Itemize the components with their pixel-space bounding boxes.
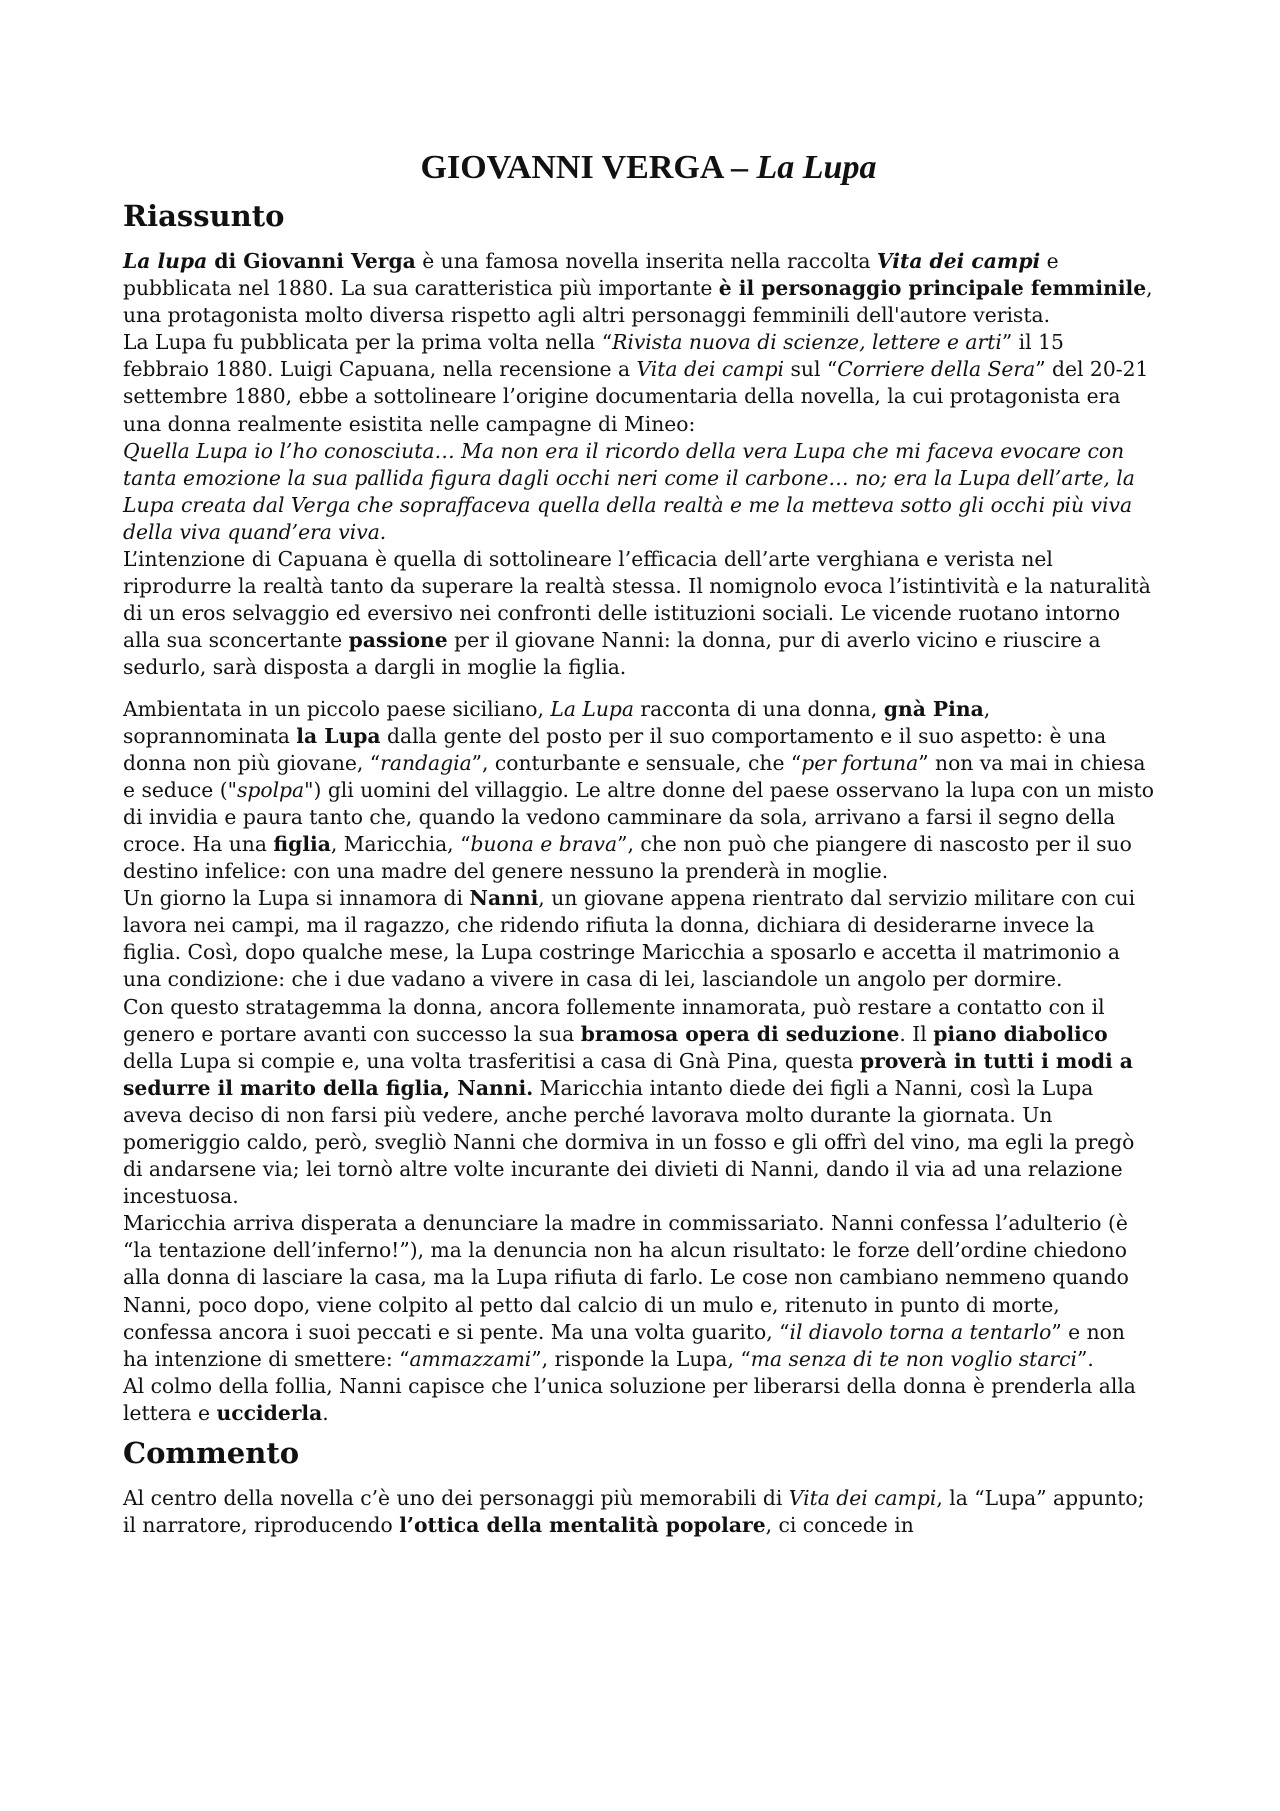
- title-dash: –: [722, 149, 757, 186]
- document-title: [123, 148, 1154, 188]
- section-heading-riassunto: Riassunto: [123, 199, 285, 233]
- paragraph-ending: Al colmo della follia, Nanni capisce che l’unica soluzione per liberarsi della donna è prenderla alla lettera e ucciderla.: [123, 1373, 1136, 1425]
- paragraph-capuana-intent: L’intenzione di Capuana è quella di sottolineare l’efficacia dell’arte verghiana e verista nel riprodurre la realtà tanto da superare la realtà stessa. Il nomignolo evoca l’istintività e la naturalità di un eros selvaggio ed eversivo nei confronti delle istituzioni sociali. Le vicende ruotano intorno alla sua sconcertante passione per il giovane Nanni: la donna, pur di averlo vicino e riuscire a sedurlo, sarà disposta a dargli in moglie la figlia.: [123, 547, 1151, 680]
- title-author: GIOVANNI VERGA: [420, 149, 723, 186]
- paragraph-denunciation: Maricchia arriva disperata a denunciare la madre in commissariato. Nanni confessa l’adulterio (è “la tentazione dell’inferno!”), ma la denuncia non ha alcun risultato: le forze dell’ordine chiedono alla donna di lasciare la casa, ma la Lupa rifiuta di farlo. Le cose non cambiano nemmeno quando Nanni, poco dopo, viene colpito al petto dal calcio di un mulo e, ritenuto in punto di morte, confessa ancora i suoi peccati e si pente. Ma una volta guarito, “il diavolo torna a tentarlo” e non ha intenzione di smettere: “ammazzami”, risponde la Lupa, “ma senza di te non voglio starci”.: [123, 1211, 1129, 1371]
- title-work: La Lupa: [756, 149, 877, 186]
- paragraph-setting: Ambientata in un piccolo paese siciliano, La Lupa racconta di una donna, gnà Pina, soprannominata la Lupa dalla gente del posto per il suo comportamento e il suo aspetto: è una donna non più giovane, “randagia”, conturbante e sensuale, che “per fortuna” non va mai in chiesa e seduce ("spolpa") gli uomini del villaggio. Le altre donne del paese osservano la lupa con un misto di invidia e paura tanto che, quando la vedono camminare da sola, arrivano a farsi il segno della croce. Ha una figlia, Maricchia, “buona e brava”, che non può che piangere di nascosto per il suo destino infelice: con una madre del genere nessuno la prenderà in moglie.: [123, 696, 1154, 884]
- section-heading-commento: Commento: [123, 1436, 300, 1471]
- paragraph-capuana-quote: Quella Lupa io l’ho conosciuta… Ma non era il ricordo della vera Lupa che mi faceva evocare con tanta emozione la sua pallida figura dagli occhi neri come il carbone… no; era la Lupa dell’arte, la Lupa creata dal Verga che sopraffaceva quella della realtà e me la metteva sotto gli occhi più viva della viva quand’era viva.: [123, 438, 1135, 544]
- paragraph-commento: Al centro della novella c’è uno dei personaggi più memorabili di Vita dei campi, la “Lupa” appunto; il narratore, riproducendo l’ottica della mentalità popolare, ci concede in: [123, 1486, 1145, 1538]
- paragraph-publication: La Lupa fu pubblicata per la prima volta nella “Rivista nuova di scienze, lettere e arti” il 15 febbraio 1880. Luigi Capuana, nella recensione a Vita dei campi sul “Corriere della Sera” del 20-21 settembre 1880, ebbe a sottolineare l’origine documentaria della novella, la cui protagonista era una donna realmente esistita nelle campagne di Mineo:: [123, 330, 1149, 436]
- paragraph-intro: La lupa di Giovanni Verga è una famosa novella inserita nella raccolta Vita dei campi e pubblicata nel 1880. La sua caratteristica più importante è il personaggio principale femminile, una protagonista molto diversa rispetto agli altri personaggi femminili dell'autore verista.: [123, 249, 1153, 328]
- paragraph-nanni: Un giorno la Lupa si innamora di Nanni, un giovane appena rientrato dal servizio militare con cui lavora nei campi, ma il ragazzo, che ridendo rifiuta la donna, dichiara di desiderarne invece la figlia. Così, dopo qualche mese, la Lupa costringe Maricchia a sposarlo e accetta il matrimonio a una condizione: che i due vadano a vivere in casa di lei, lasciandole un angolo per dormire.: [123, 886, 1136, 992]
- paragraph-seduction: Con questo stratagemma la donna, ancora follemente innamorata, può restare a contatto con il genero e portare avanti con successo la sua bramosa opera di seduzione. Il piano diabolico della Lupa si compie e, una volta trasferitisi a casa di Gnà Pina, questa proverà in tutti i modi a sedurre il marito della figlia, Nanni. Maricchia intanto diede dei figli a Nanni, così la Lupa aveva deciso di non farsi più vedere, anche perché lavorava molto durante la giornata. Un pomeriggio caldo, però, svegliò Nanni che dormiva in un fosso e gli offrì del vino, ma egli la pregò di andarsene via; lei tornò altre volte incurante dei divieti di Nanni, dando il via ad una relazione incestuosa.: [123, 994, 1135, 1209]
